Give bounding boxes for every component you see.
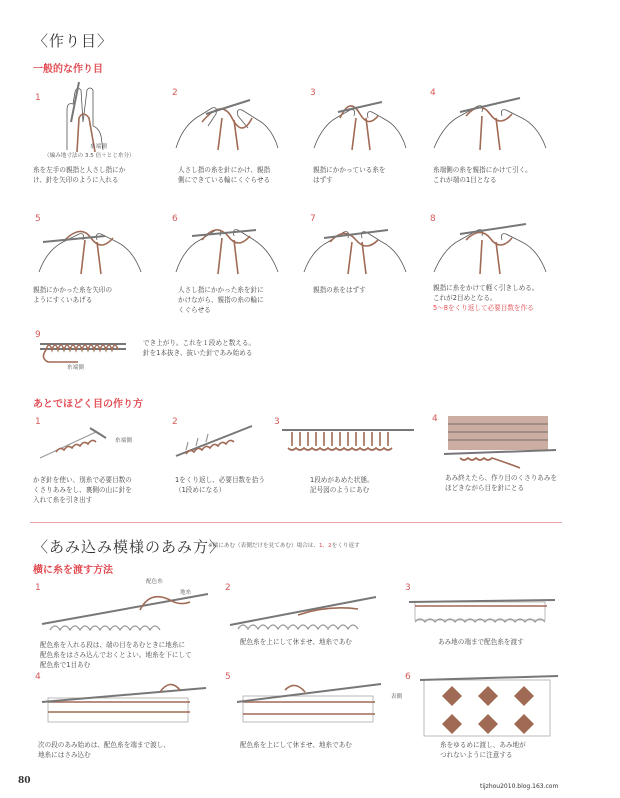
section-note: ※輪にあむ（表側だけを見てあむ）場合は、1、2をくり返す [208,543,360,549]
hand-illustration [35,214,145,274]
colorwork-illustration [228,585,378,635]
step-caption: 親指の糸をはずす [313,286,366,294]
step-caption: 糸を左手の親指と人さし指にか け、針を矢印のように入れる [33,166,126,184]
step-number: 2 [225,583,231,593]
step-number: 8 [430,214,436,224]
step-caption: 1をくり返し、必要目数を拾う （1段めになる） [175,476,265,494]
cast-on-result-illustration [38,338,128,364]
picking-stitches-illustration [172,420,262,464]
step-caption: 糸端側の糸を親指にかけて引く。 これが端の1目となる [433,166,532,184]
step-caption: 1段めがあめた状態。 記号図のようにあむ [310,476,374,494]
step-number: 9 [35,330,41,340]
step-caption: 親指にかかっている糸を はずす [313,166,386,184]
contrast-yarn-label: 配色糸 [146,579,163,585]
step-caption: かぎ針を使い、別糸で必要目数の くさりあみをし、裏側の山に針を 入れて糸を引き出す [33,476,132,504]
step-caption: あみ終えたら、作り目のくさりあみを ほどきながら目を針にとる [445,474,558,492]
page-number: 80 [18,776,31,786]
step-number: 7 [310,214,316,224]
step-number: 2 [172,417,178,427]
hand-illustration [300,212,410,274]
subsection-title-provisional-cast-on: あとでほどく目の作り方 [33,399,143,410]
section-title-cast-on: 〈作り目〉 [33,32,114,50]
step-number: 4 [430,88,436,98]
step-number: 1 [35,417,41,427]
step-caption: 配色糸を上にして休ませ、地糸であむ [240,638,352,646]
unravel-chain-illustration [440,410,560,470]
step-caption: でき上がり。これを１段めと数える。 針を1本抜き、抜いた針であみ始める [143,339,256,357]
yarn-length-note: （編み地寸法の 3.5 倍＋とじ糸分） [44,153,135,159]
step-number: 6 [405,672,411,682]
step-caption: 糸をゆるめに渡し、あみ地が つれないように注意する [440,741,526,759]
step-number: 2 [172,88,178,98]
step-caption: 親指に糸をかけて軽く引きしめる。 これが2目めとなる。 5〜8をくり返して必要目数を作る [433,284,539,312]
yarn-end-label: 糸端側 [115,438,132,444]
colorwork-illustration [405,580,560,630]
step-number: 3 [310,88,316,98]
hand-illustration [172,88,282,150]
step-number: 4 [35,672,41,682]
step-number: 3 [405,583,411,593]
colorwork-pattern-illustration [418,672,563,742]
colorwork-illustration [235,672,385,732]
subsection-title-general-cast-on: 一般的な作り目 [33,64,103,75]
colorwork-illustration [40,672,210,732]
subsection-title-strand-across: 横に糸を渡す方法 [33,565,113,576]
yarn-end-label: 糸端側 [90,144,107,150]
step-caption: あみ地の端まで配色糸を渡す [438,638,524,646]
right-side-label: 表側 [391,694,403,700]
main-yarn-label: 地糸 [180,590,192,596]
step-caption: 次の段のあみ始めは、配色糸を端まで渡し、 地糸にはさみ込む [38,741,170,759]
yarn-end-label: 糸端側 [67,365,84,371]
step-caption: 人さし指にかかった糸を針に かけながら、親指の糸の輪に くぐらせる [178,286,264,314]
step-number: 3 [274,417,280,427]
section-divider [30,522,562,523]
step-number: 4 [432,414,438,424]
hand-illustration [172,210,282,274]
step-number: 5 [35,214,41,224]
hand-illustration [430,88,550,150]
step-caption: 親指にかかった糸を矢印の ようにすくいあげる [33,286,113,304]
step-number: 1 [35,93,41,103]
step-caption: 配色糸を上にして休ませ、地糸であむ [240,741,352,749]
step-number: 6 [172,214,178,224]
step-number: 1 [35,583,41,593]
hand-illustration [430,212,550,274]
step-number: 5 [225,672,231,682]
step-caption: 人さし指の糸を針にかけ、親指 側にできている輪にくぐらせる [178,166,271,184]
first-row-illustration [278,420,418,456]
crochet-chain-illustration [36,422,126,462]
hand-illustration [310,88,410,150]
step-caption: 配色糸を入れる段は、端の目をあむときに地糸に 配色糸をはさみ込んでおくとよい。地糸を下にして 配色糸で1目あむ [40,641,192,669]
section-title-colorwork: 〈あみ込み模様のあみ方〉 [33,538,226,556]
source-credit: tijzhou2010.blog.163.com [480,783,559,790]
